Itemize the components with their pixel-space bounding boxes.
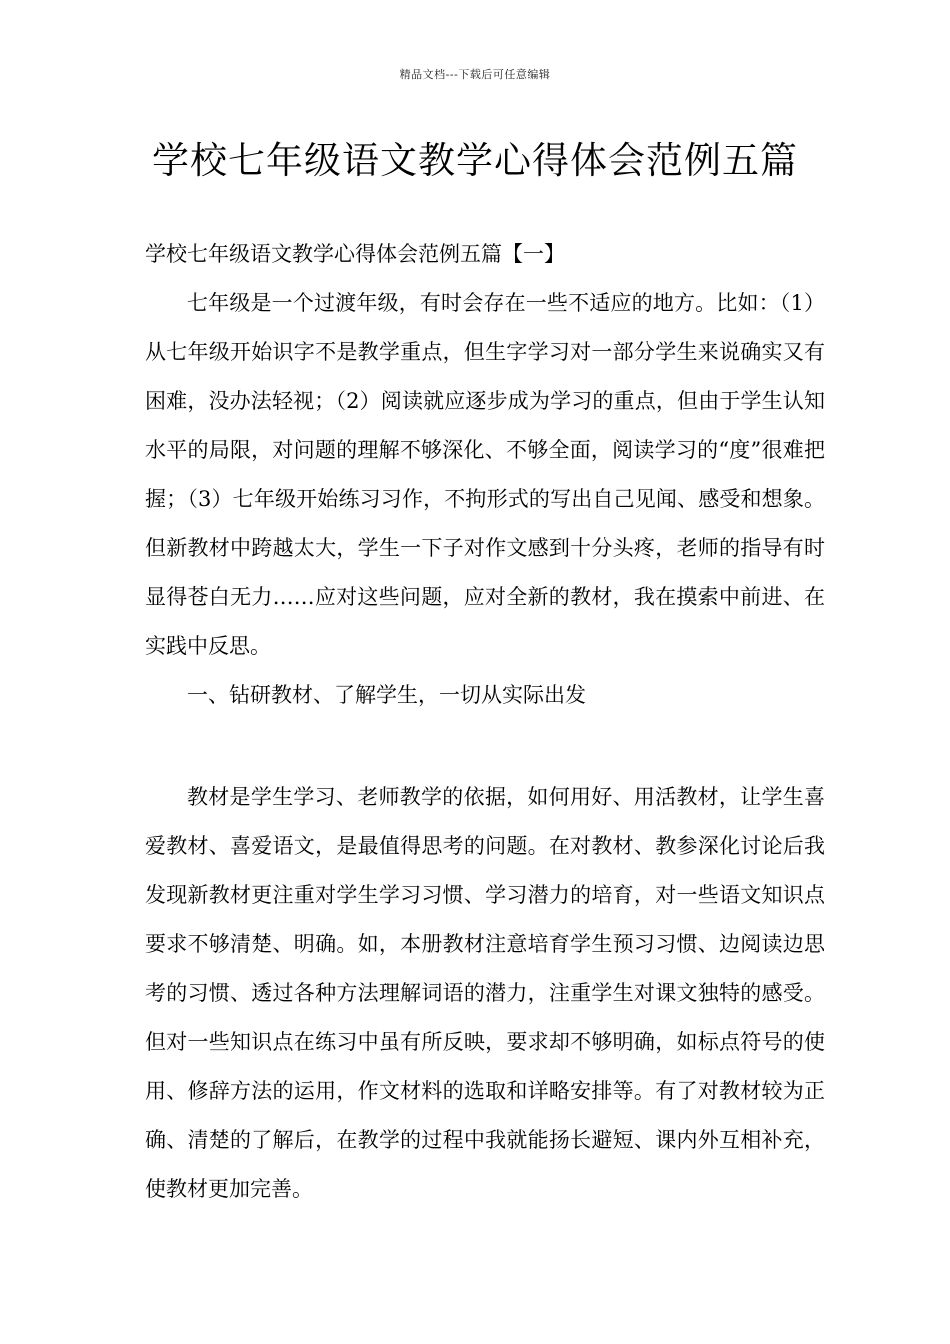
header-note: 精品文档---下载后可任意编辑 — [399, 68, 551, 81]
paragraph-intro: 七年级是一个过渡年级，有时会存在一些不适应的地方。比如：（1）从七年级开始识字不是教学重点，但生字学习对一部分学生来说确实又有困难，没办法轻视；（2）阅读就应逐步成为学习的重点，但由于学生认知水平的局限，对问题的理解不够深化、不够全面，阅读学习的“度”很难把握；（3）七年级开始练习习作，不拘形式的写出自己见闻、感受和想象。但新教材中跨越太大，学生一下子对作文感到十分头疼，老师的指导有时显得苍白无力……应对这些问题，应对全新的教材，我在摸索中前进、在实践中反思。 — [145, 291, 825, 658]
paragraph-textbook: 教材是学生学习、老师教学的依据，如何用好、用活教材，让学生喜爱教材、喜爱语文，是最值得思考的问题。在对教材、教参深化讨论后我发现新教材更注重对学生学习习惯、学习潜力的培育，对一些语文知识点要求不够清楚、明确。如，本册教材注意培育学生预习习惯、边阅读边思考的习惯、透过各种方法理解词语的潜力，注重学生对课文独特的感受。但对一些知识点在练习中虽有所反映，要求却不够明确，如标点符号的使用、修辞方法的运用，作文材料的选取和详略安排等。有了对教材较为正确、清楚的了解后，在教学的过程中我就能扬长避短、课内外互相补充，使教材更加完善。 — [145, 785, 825, 1201]
section-subtitle: 学校七年级语文教学心得体会范例五篇【一】 — [145, 242, 565, 266]
document-title: 学校七年级语文教学心得体会范例五篇 — [152, 139, 798, 182]
section-heading: 一、钻研教材、了解学生，一切从实际出发 — [187, 683, 586, 707]
